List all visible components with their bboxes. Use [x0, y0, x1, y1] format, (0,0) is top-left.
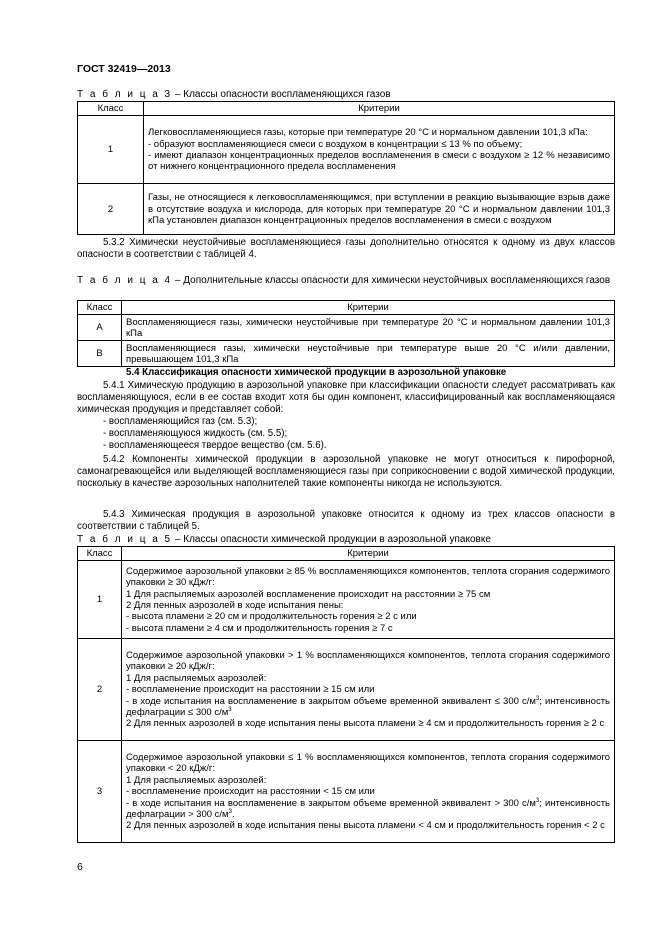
criteria-line: - высота пламени ≥ 20 см и продолжительность горения ≥ 2 с или	[126, 611, 417, 623]
table5-criteria-cell	[122, 561, 615, 639]
criteria-line: Содержимое аэрозольной упаковки > 1 % воспламеняющихся компонентов, теплота сгорания содержимого упаковки ≥ 20 кДж/г:	[126, 649, 610, 673]
table4-header-class: Класс	[78, 301, 122, 315]
table5-caption	[77, 534, 491, 545]
list-item: - воспламеняющуюся жидкость (см. 5.5);	[103, 427, 288, 439]
criteria-line: 1 Для распыляемых аэрозолей воспламенение происходит на расстоянии ≥ 75 см	[126, 588, 491, 600]
table5-row	[78, 639, 615, 741]
paragraph-5-3-2: 5.3.2 Химически неустойчивые воспламеняющиеся газы дополнительно относятся к одному из двух классов опасности в соответствии с таблицей 4.	[77, 237, 615, 260]
section-heading-5-4: 5.4 Классификация опасности химической продукции в аэрозольной упаковке	[126, 367, 507, 378]
criteria-line: Газы, не относящиеся к легковоспламеняющимся, при вступлении в реакцию вызывающие взрыв даже в отсутствие воздуха и кислорода, для которых при температуре 20 °С и нормальном давлении 101,3 кПа установлен диапазон концентрационных пределов воспламенения в смеси с воздухом	[148, 192, 610, 227]
list-item: - воспламеняющийся газ (см. 5.3);	[103, 416, 258, 427]
list-item: - воспламеняющееся твердое вещество (см. 5.6).	[103, 439, 327, 451]
table4-criteria-cell: Воспламеняющиеся газы, химически неустойчивые при температуре 20 °С и нормальном давлении 101,3 кПа	[122, 315, 615, 341]
table3	[77, 101, 615, 235]
criteria-line: 2 Для пенных аэрозолей в ходе испытания пены высота пламени ≥ 4 см и продолжительность горения ≥ 2 с	[126, 718, 605, 730]
table5	[77, 546, 615, 843]
table3-criteria-cell	[144, 184, 615, 235]
table4-row	[78, 315, 615, 341]
criteria-line: - имеют диапазон концентрационных пределов воспламенения в смеси с воздухом ≥ 12 % независимо от нижнего концентрационного предела воспламенения	[148, 149, 610, 173]
table4-row	[78, 341, 615, 367]
table4-class-cell: А	[78, 315, 122, 341]
table3-row	[78, 184, 615, 235]
paragraph-5-4-3: 5.4.3 Химическая продукция в аэрозольной упаковке относится к одному из трех классов опасности в соответствии с таблицей 5.	[77, 509, 615, 532]
table3-criteria-cell	[144, 116, 615, 184]
criteria-line: Содержимое аэрозольной упаковки ≤ 1 % воспламеняющихся компонентов, теплота сгорания содержимого упаковки < 20 кДж/г:	[126, 751, 610, 775]
page-number: 6	[77, 861, 83, 873]
table5-class-cell: 2	[78, 639, 122, 741]
table5-caption-text: – Классы опасности химической продукции в аэрозольной упаковке	[172, 534, 491, 545]
table5-caption-label: Т а б л и ц а 5	[77, 534, 173, 545]
criteria-line: 1 Для распыляемых аэрозолей:	[126, 672, 267, 684]
table3-class-cell: 1	[78, 116, 144, 184]
criteria-line: 2 Для пенных аэрозолей в ходе испытания пены высота пламени < 4 см и продолжительность горения < 2 с	[126, 820, 605, 832]
table5-class-cell: 1	[78, 561, 122, 639]
criteria-line: - воспламенение происходит на расстоянии ≥ 15 см или	[126, 684, 375, 696]
table3-header-criteria: Критерии	[144, 102, 615, 116]
criteria-line: - высота пламени ≥ 4 см и продолжительность горения ≥ 7 с	[126, 622, 393, 634]
table3-caption	[77, 89, 391, 100]
table5-header-criteria: Критерии	[122, 547, 615, 561]
table5-header-class: Класс	[78, 547, 122, 561]
list-5-4-1	[103, 416, 327, 452]
criteria-line: Содержимое аэрозольной упаковки ≥ 85 % воспламеняющихся компонентов, теплота сгорания содержимого упаковки ≥ 30 кДж/г:	[126, 565, 610, 589]
table4-caption-text: – Дополнительные классы опасности для химически неустойчивых воспламеняющихся газов	[172, 275, 611, 286]
document-header: ГОСТ 32419—2013	[77, 63, 171, 75]
criteria-line: - в ходе испытания на воспламенение в закрытом объеме временной эквивалент ≤ 300 $с/м^3$; интенсивность дефлаграции ≤ 300 $с/м^3$	[126, 695, 610, 719]
criteria-line: - образуют воспламеняющиеся смеси с воздухом в концентрации ≤ 13 % по объему;	[148, 138, 523, 150]
table4-criteria-cell: Воспламеняющиеся газы, химически неустойчивые при температуре выше 20 °С и/или давлении, превышающем 101,3 кПа	[122, 341, 615, 367]
criteria-line: - воспламенение происходит на расстоянии < 15 см или	[126, 786, 375, 798]
table5-row	[78, 561, 615, 639]
table4-caption-label: Т а б л и ц а 4	[77, 275, 173, 286]
criteria-line: Легковоспламеняющиеся газы, которые при температуре 20 °С и нормальном давлении 101,3 кПа:	[148, 127, 588, 139]
table3-header-class: Класс	[78, 102, 144, 116]
table4-class-cell: В	[78, 341, 122, 367]
table4-caption	[77, 275, 615, 286]
table3-caption-text: – Классы опасности воспламеняющихся газов	[172, 89, 391, 100]
table4-header-criteria: Критерии	[122, 301, 615, 315]
paragraph-5-4-2: 5.4.2 Компоненты химической продукции в аэрозольной упаковке не могут относиться к пирофорной, самонагревающейся или выделяющей воспламеняющиеся газы при соприкосновении с водой химической продукции, поскольку в качестве аэрозольных наполнителей такие компоненты никогда не используются.	[77, 454, 615, 489]
criteria-line: 1 Для распыляемых аэрозолей:	[126, 774, 267, 786]
table3-class-cell: 2	[78, 184, 144, 235]
table4	[77, 300, 615, 367]
criteria-line: - в ходе испытания на воспламенение в закрытом объеме временной эквивалент > 300 $с/м^3$; интенсивность дефлаграции > 300 $с/м^3$.	[126, 797, 610, 821]
paragraph-5-4-1: 5.4.1 Химическую продукцию в аэрозольной упаковке при классификации опасности следует рассматривать как воспламеняющуюся, если в ее состав входит хотя бы один компонент, классифицированный как воспламеняющаяся химическая продукция и представляет собой:	[77, 380, 615, 415]
table3-caption-label: Т а б л и ц а 3	[77, 89, 173, 100]
criteria-line: 2 Для пенных аэрозолей в ходе испытания пены:	[126, 599, 344, 611]
table5-row	[78, 741, 615, 843]
table5-criteria-cell	[122, 741, 615, 843]
table5-criteria-cell	[122, 639, 615, 741]
table5-class-cell: 3	[78, 741, 122, 843]
table3-row	[78, 116, 615, 184]
